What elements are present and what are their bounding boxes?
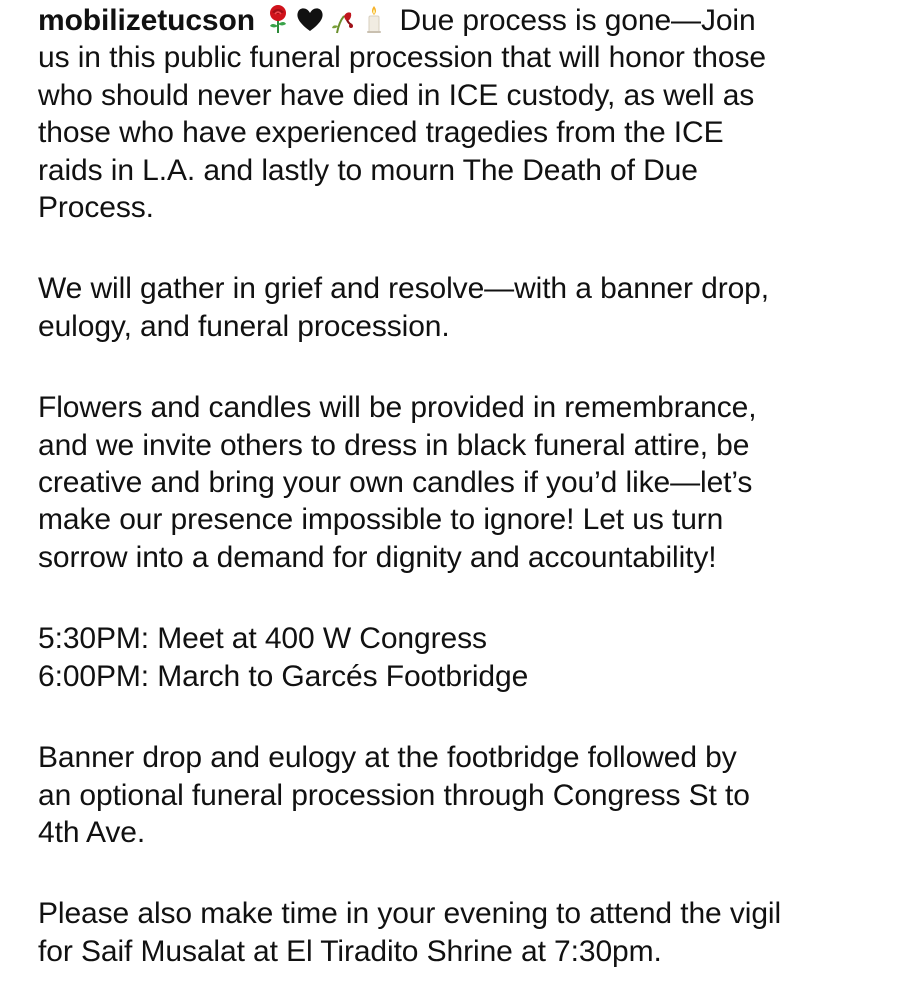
caption-banner-line-2: 4th Ave. (38, 815, 146, 849)
wilted-flower-icon (327, 4, 357, 34)
caption-flowers (38, 389, 888, 576)
caption-flowers-line-4: sorrow into a demand for dignity and accountability! (38, 540, 717, 574)
caption-intro-line-0: Due process is gone—Join (399, 4, 756, 37)
caption-intro (38, 2, 888, 226)
caption-flowers-line-1: and we invite others to dress in black funeral attire, be (38, 428, 750, 462)
caption-schedule (38, 620, 888, 695)
paragraph-gap (38, 851, 888, 895)
caption-first-line (38, 2, 888, 39)
caption-banner (38, 739, 888, 851)
caption-gather (38, 270, 888, 345)
caption-intro-line-2: who should never have died in ICE custody, as well as (38, 78, 755, 112)
caption-gather-line-1: eulogy, and funeral procession. (38, 309, 450, 343)
black-heart-icon (295, 4, 325, 34)
caption-flowers-line-2: creative and bring your own candles if you’d like—let’s (38, 466, 753, 500)
caption-intro-line-5: Process. (38, 191, 154, 225)
paragraph-gap (38, 576, 888, 620)
caption-vigil-line-0: Please also make time in your evening to attend the vigil (38, 897, 782, 931)
caption-banner-line-0: Banner drop and eulogy at the footbridge followed by (38, 741, 737, 775)
username-link[interactable]: mobilizetucson (38, 4, 255, 37)
paragraph-gap (38, 226, 888, 270)
schedule-item-meet: 5:30PM: Meet at 400 W Congress (38, 622, 487, 656)
caption-vigil (38, 895, 888, 970)
paragraph-gap (38, 695, 888, 739)
paragraph-gap (38, 345, 888, 389)
caption-banner-line-1: an optional funeral procession through Congress St to (38, 778, 750, 812)
caption-intro-line-1: us in this public funeral procession that will honor those (38, 41, 766, 75)
caption-intro-line-3: those who have experienced tragedies from the ICE (38, 116, 724, 150)
caption-gather-line-0: We will gather in grief and resolve—with a banner drop, (38, 272, 769, 306)
candle-icon (359, 4, 389, 34)
rose-icon (263, 4, 293, 34)
caption-flowers-line-3: make our presence impossible to ignore! Let us turn (38, 503, 724, 537)
schedule-item-march: 6:00PM: March to Garcés Footbridge (38, 659, 529, 693)
post-caption (38, 2, 888, 970)
caption-flowers-line-0: Flowers and candles will be provided in remembrance, (38, 391, 757, 425)
caption-intro-line-4: raids in L.A. and lastly to mourn The Death of Due (38, 153, 698, 187)
caption-vigil-line-1: for Saif Musalat at El Tiradito Shrine at 7:30pm. (38, 934, 662, 968)
